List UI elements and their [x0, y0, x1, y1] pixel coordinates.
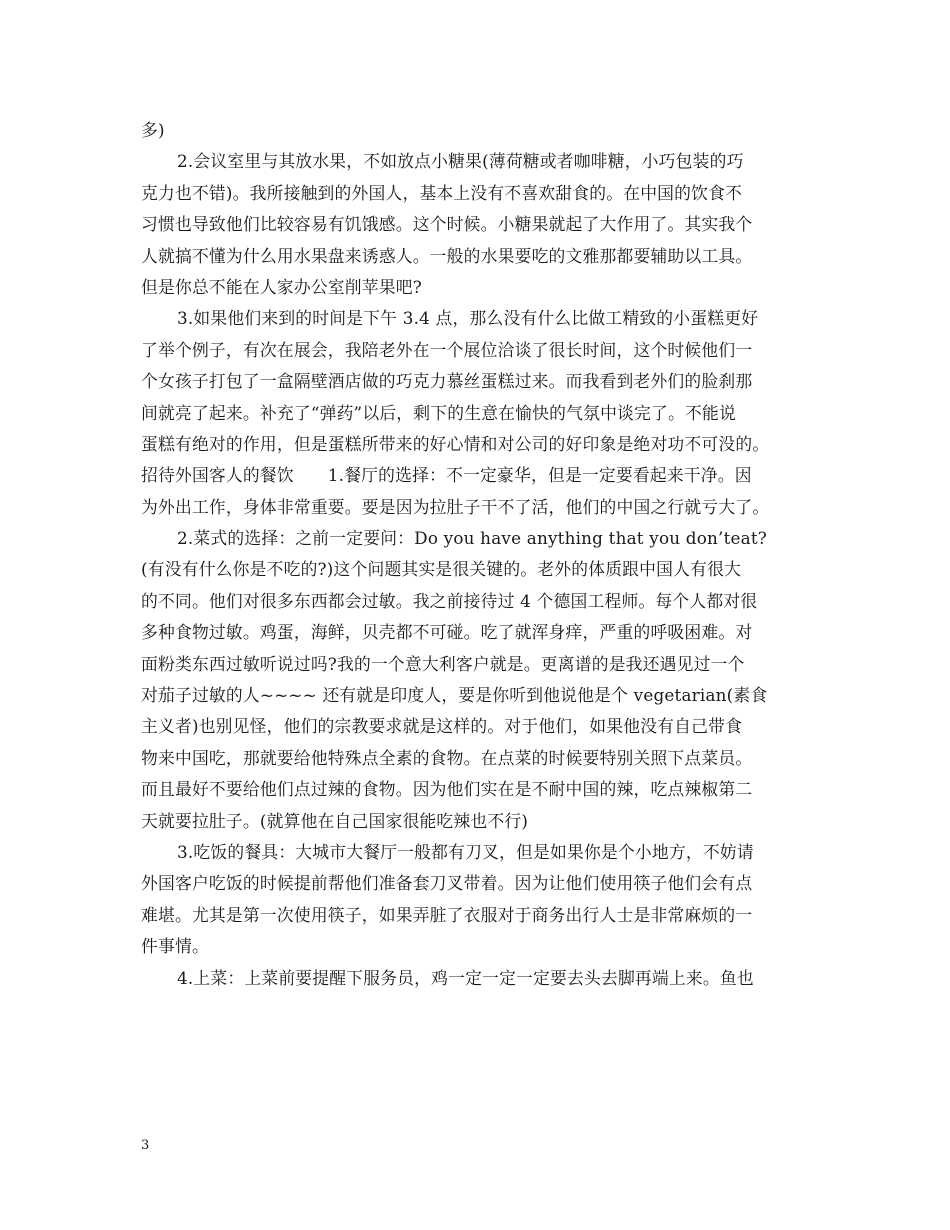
text-line: 面粉类东西过敏听说过吗?我的一个意大利客户就是。更离谱的是我还遇见过一个: [141, 653, 745, 674]
text-line: 的不同。他们对很多东西都会过敏。我之前接待过 4 个德国工程师。每个人都对很: [141, 590, 758, 611]
text-line: 多种食物过敏。鸡蛋，海鲜，贝壳都不可碰。吃了就浑身痒，严重的呼吸困难。对: [141, 622, 753, 643]
text-line: 难堪。尤其是第一次使用筷子，如果弄脏了衣服对于商务出行人士是非常麻烦的一: [141, 904, 753, 925]
text-line: 克力也不错)。我所接触到的外国人，基本上没有不喜欢甜食的。在中国的饮食不: [141, 182, 743, 203]
text-line: 2.菜式的选择：之前一定要问：Do you have anything that you don’teat?: [177, 528, 768, 549]
text-line: 3.如果他们来到的时间是下午 3.4 点，那么没有什么比做工精致的小蛋糕更好: [177, 308, 759, 329]
text-line: 间就亮了起来。补充了“弹药”以后，剩下的生意在愉快的气氛中谈完了。不能说: [141, 402, 736, 423]
text-line: 4.上菜：上菜前要提醒下服务员，鸡一定一定一定要去头去脚再端上来。鱼也: [177, 967, 754, 988]
text-line: 了举个例子，有次在展会，我陪老外在一个展位洽谈了很长时间，这个时候他们一: [141, 339, 753, 360]
text-line: 主义者)也别见怪，他们的宗教要求就是这样的。对于他们，如果他没有自己带食: [141, 716, 743, 737]
text-line: 物来中国吃，那就要给他特殊点全素的食物。在点菜的时候要特别关照下点菜员。: [141, 747, 753, 768]
text-line: 蛋糕有绝对的作用，但是蛋糕所带来的好心情和对公司的好印象是绝对功不可没的。: [141, 433, 770, 454]
text-line: 天就要拉肚子。(就算他在自己国家很能吃辣也不行): [141, 810, 529, 831]
text-line: 而且最好不要给他们点过辣的食物。因为他们实在是不耐中国的辣，吃点辣椒第二: [141, 779, 753, 800]
text-line: 习惯也导致他们比较容易有饥饿感。这个时候。小糖果就起了大作用了。其实我个: [141, 214, 753, 235]
text-line: 多): [141, 120, 165, 140]
body-text: [141, 115, 813, 994]
text-line: 但是你总不能在人家办公室削苹果吧?: [141, 276, 422, 297]
text-line: 对茄子过敏的人~~~~ 还有就是印度人，要是你听到他说他是个 vegetarian(素食: [141, 685, 768, 706]
text-line: (有没有什么你是不吃的?)这个问题其实是很关键的。老外的体质跟中国人有很大: [141, 559, 742, 580]
text-line: 个女孩子打包了一盒隔壁酒店做的巧克力慕丝蛋糕过来。而我看到老外们的脸刹那: [141, 371, 753, 392]
text-line: 人就搞不懂为什么用水果盘来诱惑人。一般的水果要吃的文雅那都要辅助以工具。: [141, 245, 753, 266]
text-line: 3.吃饭的餐具：大城市大餐厅一般都有刀叉，但是如果你是个小地方，不妨请: [177, 841, 754, 862]
text-line: 外国客户吃饭的时候提前帮他们准备套刀叉带着。因为让他们使用筷子他们会有点: [141, 873, 753, 894]
text-line: 招待外国客人的餐饮 1.餐厅的选择：不一定豪华，但是一定要看起来干净。因: [141, 465, 752, 486]
text-line: 2.会议室里与其放水果，不如放点小糖果(薄荷糖或者咖啡糖，小巧包装的巧: [177, 151, 744, 172]
text-line: 件事情。: [141, 936, 209, 957]
page-number: 3: [141, 1138, 150, 1153]
text-line: 为外出工作，身体非常重要。要是因为拉肚子干不了活，他们的中国之行就亏大了。: [141, 496, 770, 517]
